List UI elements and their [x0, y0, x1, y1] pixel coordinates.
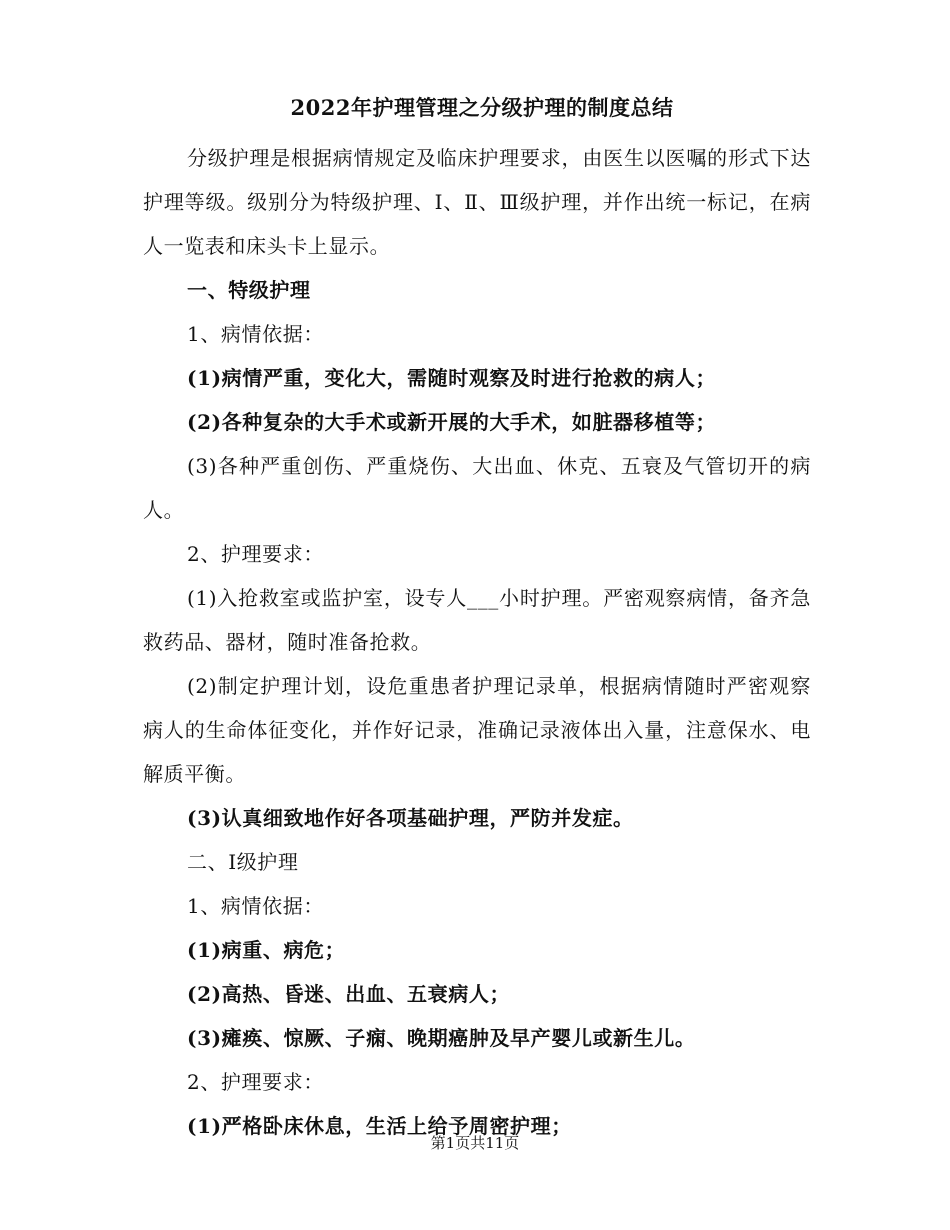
subheading-care-requirements: 2、护理要求：: [187, 542, 324, 566]
list-item: (1)病情严重，变化大，需随时观察及时进行抢救的病人；: [187, 366, 717, 390]
list-item: (3)各种严重创伤、严重烧伤、大出血、休克、五衰及气管切开的病人。: [143, 454, 811, 522]
intro-paragraph: 分级护理是根据病情规定及临床护理要求，由医生以医嘱的形式下达护理等级。级别分为特级护理、Ⅰ、Ⅱ、Ⅲ级护理，并作出统一标记，在病人一览表和床头卡上显示。: [143, 146, 811, 258]
subheading-condition-basis: 1、病情依据：: [187, 322, 324, 346]
list-item: (2)各种复杂的大手术或新开展的大手术，如脏器移植等；: [187, 410, 717, 434]
page-number: 第1页共11页: [430, 1134, 520, 1152]
document-body: [143, 88, 811, 1148]
list-item: (3)认真细致地作好各项基础护理，严防并发症。: [187, 806, 634, 830]
subheading-care-requirements: 2、护理要求：: [187, 1070, 324, 1094]
list-item: (2)高热、昏迷、出血、五衰病人；: [187, 982, 511, 1006]
list-item: (1)严格卧床休息，生活上给予周密护理；: [187, 1114, 572, 1138]
section-heading-special-care: 一、特级护理: [187, 278, 311, 302]
list-item: (2)制定护理计划，设危重患者护理记录单，根据病情随时严密观察病人的生命体征变化，并作好记录，准确记录液体出入量，注意保水、电解质平衡。: [143, 674, 811, 786]
section-heading-level-one-care: 二、Ⅰ级护理: [187, 850, 299, 874]
list-item: (1)病重、病危；: [187, 938, 346, 962]
list-item: (3)瘫痪、惊厥、子痫、晚期癌肿及早产婴儿或新生儿。: [187, 1026, 696, 1050]
document-title: 2022年护理管理之分级护理的制度总结: [290, 95, 674, 120]
subheading-condition-basis: 1、病情依据：: [187, 894, 324, 918]
list-item: (1)入抢救室或监护室，设专人___小时护理。严密观察病情，备齐急救药品、器材，随时准备抢救。: [143, 586, 811, 654]
